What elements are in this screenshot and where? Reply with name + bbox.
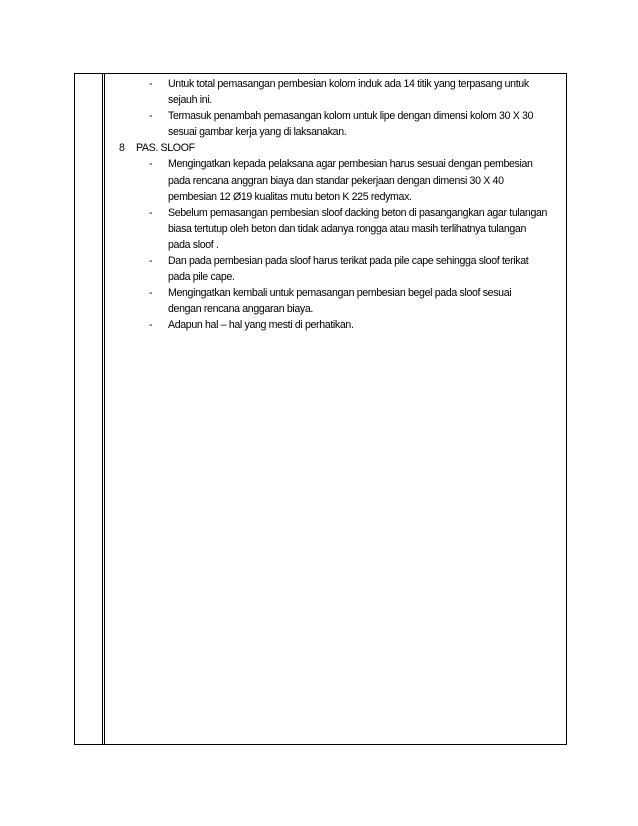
item-text: Mengingatkan kepada pelaksana agar pembesian harus sesuai dengan pembesian pada rencana anggran biaya dan standar pekerjaan dengan dimensi 30 X 40 pembesian 12 Ø19 kualitas mutu beton K 225 redymax. xyxy=(168,158,533,203)
list-item xyxy=(119,76,565,108)
table-column-divider xyxy=(102,74,103,744)
section-number: 8 xyxy=(119,142,125,155)
list-item xyxy=(119,205,565,253)
table-cell-content xyxy=(119,76,565,334)
bullet-dash: - xyxy=(149,287,153,300)
section-title: PAS. SLOOF xyxy=(136,142,195,155)
list-item xyxy=(119,156,565,204)
report-table xyxy=(74,73,567,745)
bullet-dash: - xyxy=(149,110,153,123)
sloof-items-list xyxy=(119,156,565,333)
item-text: Untuk total pemasangan pembesian kolom induk ada 14 titik yang terpasang untuk sejauh ini. xyxy=(168,78,529,107)
item-text: Adapun hal – hal yang mesti di perhatikan. xyxy=(168,319,354,332)
bullet-dash: - xyxy=(149,319,153,332)
bullet-dash: - xyxy=(149,78,153,90)
section-heading xyxy=(119,140,565,156)
list-item xyxy=(119,285,565,317)
list-item xyxy=(119,253,565,285)
table-column-divider xyxy=(104,74,105,744)
item-text: Sebelum pemasangan pembesian sloof dacking beton di pasangangkan agar tulangan biasa tertutup oleh beton dan tidak adanya rongga atau masih terlihatnya tulangan pada sloof . xyxy=(168,206,548,251)
bullet-dash: - xyxy=(149,158,153,171)
list-item xyxy=(119,108,565,140)
bullet-dash: - xyxy=(149,206,153,219)
item-text: Mengingatkan kembali untuk pemasangan pembesian begel pada sloof sesuai dengan rencana anggaran biaya. xyxy=(168,287,512,316)
item-text: Termasuk penambah pemasangan kolom untuk lipe dengan dimensi kolom 30 X 30 sesuai gambar kerja yang di laksanakan. xyxy=(168,110,534,139)
list-item xyxy=(119,317,565,333)
item-text: Dan pada pembesian pada sloof harus terikat pada pile cape sehingga sloof terikat pada pile cape. xyxy=(168,255,529,284)
bullet-dash: - xyxy=(149,255,153,268)
items-before-list xyxy=(119,76,565,140)
